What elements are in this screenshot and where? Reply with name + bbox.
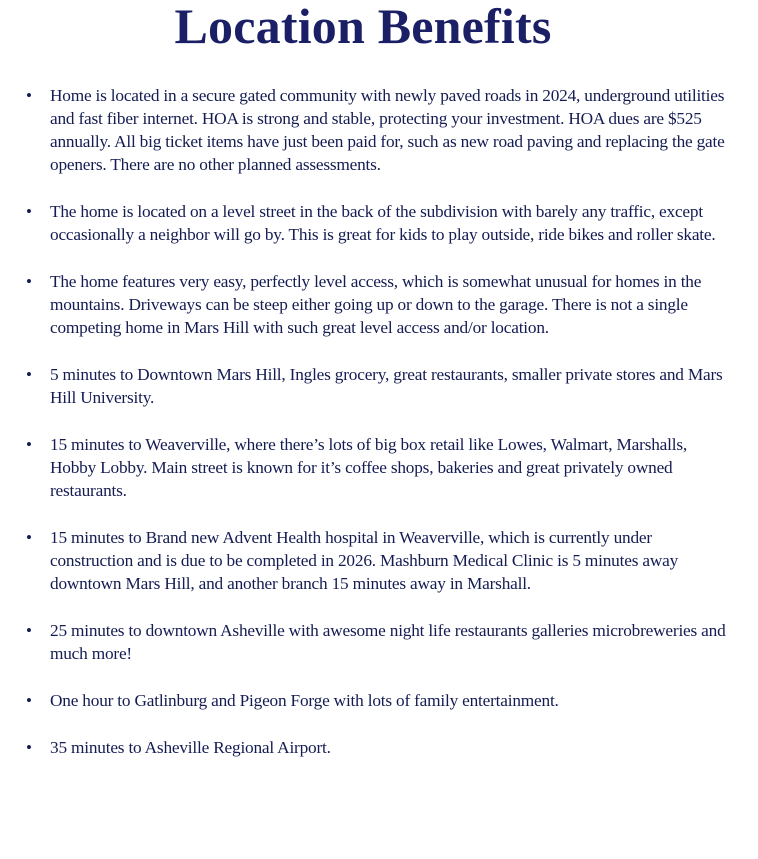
list-item: [0, 433, 758, 502]
list-item: [0, 689, 758, 712]
page-title: Location Benefits: [174, 0, 552, 54]
list-item: [0, 736, 758, 759]
bullet-icon: •: [26, 202, 32, 221]
bullet-icon: •: [26, 621, 32, 640]
list-item: [0, 270, 758, 339]
list-item: [0, 363, 758, 409]
list-item-text: 35 minutes to Asheville Regional Airport.: [50, 738, 331, 757]
bullet-icon: •: [26, 738, 32, 757]
bullet-icon: •: [26, 691, 32, 710]
bullet-icon: •: [26, 528, 32, 547]
bullet-icon: •: [26, 365, 32, 384]
list-item-text: Home is located in a secure gated community with newly paved roads in 2024, underground utilities and fast fiber internet. HOA is strong and stable, protecting your investment. HOA dues are $525 annually. All big ticket items have just been paid for, such as new road paving and replacing the gate openers. There are no other planned assessments.: [50, 86, 725, 174]
bullet-icon: •: [26, 435, 32, 454]
bullet-icon: •: [26, 272, 32, 291]
list-item-text: One hour to Gatlinburg and Pigeon Forge with lots of family entertainment.: [50, 691, 559, 710]
list-item-text: The home features very easy, perfectly level access, which is somewhat unusual for homes in the mountains. Driveways can be steep either going up or down to the garage. There is not a single competing home in Mars Hill with such great level access and/or location.: [50, 272, 702, 337]
list-item: [0, 200, 758, 246]
list-item-text: The home is located on a level street in the back of the subdivision with barely any traffic, except occasionally a neighbor will go by. This is great for kids to play outside, ride bikes and roller skate.: [50, 202, 716, 244]
bullet-icon: •: [26, 86, 32, 105]
list-item-text: 15 minutes to Brand new Advent Health hospital in Weaverville, which is currently under construction and is due to be completed in 2026. Mashburn Medical Clinic is 5 minutes away downtown Mars Hill, and another branch 15 minutes away in Marshall.: [50, 528, 679, 593]
benefits-list: [0, 84, 758, 783]
list-item-text: 5 minutes to Downtown Mars Hill, Ingles grocery, great restaurants, smaller private stores and Mars Hill University.: [50, 365, 723, 407]
list-item: [0, 526, 758, 595]
list-item: [0, 619, 758, 665]
list-item: [0, 84, 758, 176]
list-item-text: 25 minutes to downtown Asheville with awesome night life restaurants galleries microbreweries and much more!: [50, 621, 726, 663]
list-item-text: 15 minutes to Weaverville, where there’s lots of big box retail like Lowes, Walmart, Marshalls, Hobby Lobby. Main street is known for it’s coffee shops, bakeries and great privately owned restaurants.: [50, 435, 687, 500]
